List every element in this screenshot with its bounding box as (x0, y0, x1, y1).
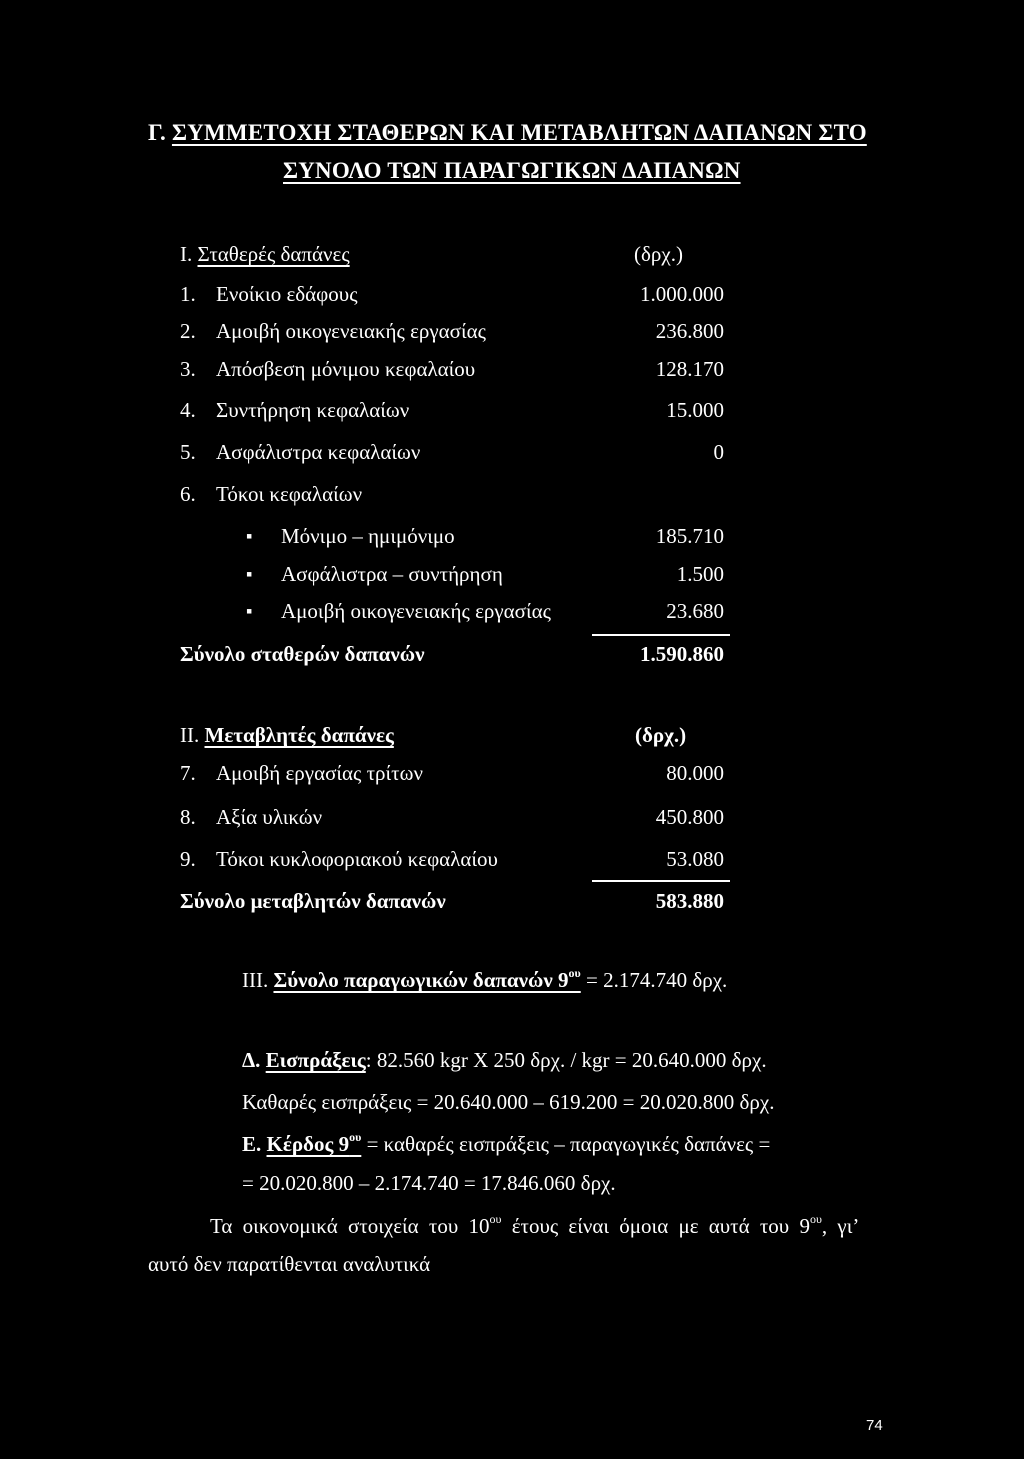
total-divider (592, 880, 730, 882)
fixed-heading-text: Σταθερές δαπάνες (197, 242, 350, 266)
section-title-text-1: ΣΥΜΜΕΤΟΧΗ ΣΤΑΘΕΡΩΝ ΚΑΙ ΜΕΤΑΒΛΗΤΩΝ ΔΑΠΑΝΩΝ ΣΤΟ (171, 120, 867, 145)
profit-formula: = καθαρές εισπράξεις – παραγωγικές δαπάνες = (366, 1132, 771, 1156)
fixed-heading (180, 242, 350, 267)
item-label: Ενοίκιο εδάφους (216, 282, 358, 306)
item-number: 3. (180, 357, 196, 381)
fixed-total-value: 1.590.860 (640, 642, 724, 666)
sub-item-value: 23.680 (666, 599, 724, 623)
note-sup-2: ου (809, 1212, 822, 1226)
item-number: 6. (180, 482, 196, 506)
item-label: Αμοιβή οικογενειακής εργασίας (216, 319, 486, 343)
sub-item-value: 1.500 (676, 562, 724, 586)
item-label: Αμοιβή εργασίας τρίτων (216, 761, 423, 785)
item-value: 53.080 (666, 847, 724, 871)
item-number: 1. (180, 282, 196, 306)
note-sup-1: ου (489, 1212, 502, 1226)
fixed-numeral: Ι. (180, 242, 193, 266)
item-value: 450.800 (655, 805, 724, 829)
variable-numeral: ΙΙ. (180, 723, 200, 747)
section-title-line2: ΣΥΝΟΛΟ ΤΩΝ ΠΑΡΑΓΩΓΙΚΩΝ ΔΑΠΑΝΩΝ (283, 158, 741, 183)
revenue-heading: Εισπράξεις (265, 1048, 366, 1072)
item-label: Ασφάλιστρα κεφαλαίων (216, 440, 421, 464)
variable-total-label: Σύνολο μεταβλητών δαπανών (180, 889, 446, 913)
bullet-icon: ▪ (246, 564, 253, 584)
item-label: Τόκοι κυκλοφοριακού κεφαλαίου (216, 847, 498, 871)
item-number: 7. (180, 761, 196, 785)
item-number: 4. (180, 398, 196, 422)
variable-unit: (δρχ.) (635, 723, 687, 747)
production-label-text: Σύνολο παραγωγικών δαπανών 9 (273, 968, 569, 992)
sub-item-label: Μόνιμο – ημιμόνιμο (281, 524, 455, 548)
item-value: 128.170 (655, 357, 724, 381)
fixed-unit: (δρχ.) (634, 242, 683, 266)
item-number: 9. (180, 847, 196, 871)
production-value: = 2.174.740 δρχ. (585, 968, 728, 992)
item-label: Τόκοι κεφαλαίων (216, 482, 363, 506)
profit-heading (267, 1132, 362, 1156)
note-text-2: έτους είναι όμοια με αυτά του 9 (511, 1214, 810, 1238)
fixed-total-label: Σύνολο σταθερών δαπανών (180, 642, 425, 666)
note-line1 (210, 1214, 859, 1239)
variable-heading (180, 723, 394, 748)
profit-line2: = 20.020.800 – 2.174.740 = 17.846.060 δρχ. (242, 1171, 616, 1195)
item-label: Αξία υλικών (216, 805, 323, 829)
revenue-line1 (242, 1048, 767, 1073)
profit-line1 (242, 1132, 770, 1157)
item-value: 15.000 (666, 398, 724, 422)
sub-item-label: Ασφάλιστρα – συντήρηση (281, 562, 503, 586)
production-numeral: ΙΙΙ. (242, 968, 269, 992)
variable-heading-text: Μεταβλητές δαπάνες (204, 723, 394, 747)
item-label: Συντήρηση κεφαλαίων (216, 398, 410, 422)
item-value: 80.000 (666, 761, 724, 785)
profit-heading-text: Κέρδος 9 (266, 1132, 350, 1156)
profit-letter: Ε. (242, 1132, 262, 1156)
item-label: Απόσβεση μόνιμου κεφαλαίου (216, 357, 476, 381)
item-value: 236.800 (655, 319, 724, 343)
item-value: 1.000.000 (640, 282, 724, 306)
sub-item-value: 185.710 (655, 524, 724, 548)
note-text-3: , γι’ (821, 1214, 860, 1238)
item-value: 0 (713, 440, 724, 464)
sub-item-label: Αμοιβή οικογενειακής εργασίας (281, 599, 551, 623)
item-number: 2. (180, 319, 196, 343)
page-number: 74 (866, 1417, 883, 1434)
section-letter: Γ. (148, 120, 166, 145)
bullet-icon: ▪ (246, 601, 253, 621)
revenue-letter: Δ. (242, 1048, 261, 1072)
production-sup: ου (568, 966, 581, 980)
profit-sup: ου (349, 1130, 362, 1144)
revenue-calc: : 82.560 kgr X 250 δρχ. / kgr = 20.640.000 δρχ. (365, 1048, 767, 1072)
note-text-1: Τα οικονομικά στοιχεία του 10 (210, 1214, 490, 1238)
bullet-icon: ▪ (246, 526, 253, 546)
item-number: 5. (180, 440, 196, 464)
total-divider (592, 634, 730, 636)
note-line2: αυτό δεν παρατίθενται αναλυτικά (148, 1252, 431, 1276)
section-title-line1 (148, 120, 867, 146)
production-total (242, 968, 727, 993)
variable-total-value: 583.880 (655, 889, 724, 913)
production-label (273, 968, 580, 992)
revenue-line2: Καθαρές εισπράξεις = 20.640.000 – 619.200 = 20.020.800 δρχ. (242, 1090, 775, 1114)
item-number: 8. (180, 805, 196, 829)
